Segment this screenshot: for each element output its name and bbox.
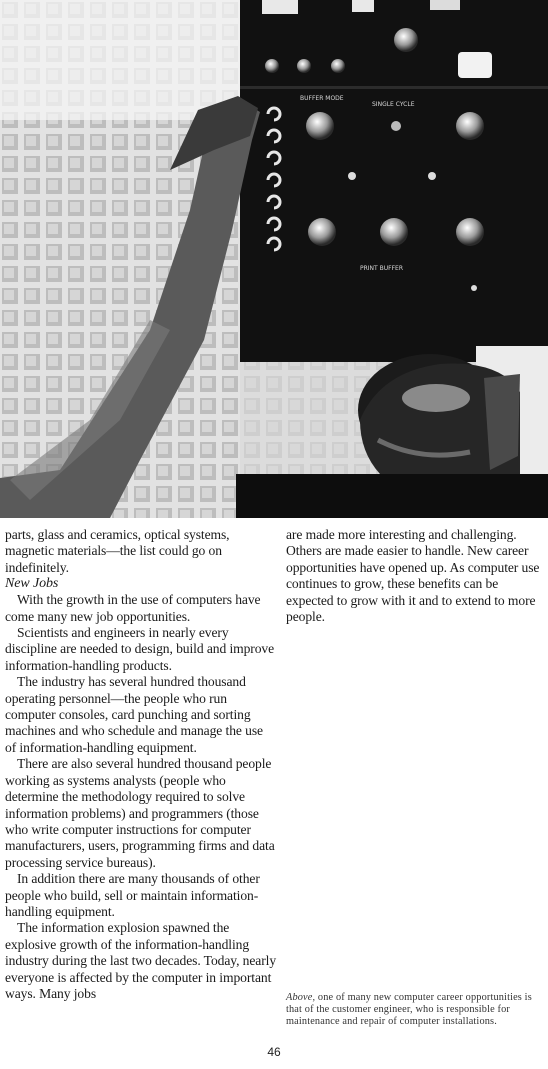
panel-label-buffer-mode: BUFFER MODE	[300, 95, 344, 102]
paragraph: The industry has several hundred thousand operating personnel—the people who run computer consoles, card punching and sorting machines and who schedule and manage the use of information-handling equipment.	[5, 674, 263, 755]
right-text-column	[286, 527, 548, 625]
page-number: 46	[267, 1045, 281, 1059]
paragraph: Scientists and engineers in nearly every discipline are needed to design, build and improve information-handling products.	[5, 625, 275, 673]
panel-label-single-cycle: SINGLE CYCLE	[372, 101, 415, 108]
paragraph: In addition there are many thousands of other people who build, sell or maintain information-handling equipment.	[5, 871, 260, 919]
panel-label-print-buffer: PRINT BUFFER	[360, 265, 403, 272]
paragraph: parts, glass and ceramics, optical systems, magnetic materials—the list could go on indefinitely.	[5, 527, 230, 575]
caption-text: one of many new computer career opportunities is that of the customer engineer, who is responsible for maintenance and repair of computer installations.	[286, 992, 532, 1028]
left-text-column	[5, 527, 277, 1002]
paragraph: With the growth in the use of computers have come many new job opportunities.	[5, 592, 261, 624]
paragraph: There are also several hundred thousand people working as systems analysts (people who determine the methodology required to solve information problems) and programmers (those who write computer instructions for computer manufacturers, users, programming firms and data processing service bureaus).	[5, 756, 275, 870]
photo-customer-engineer	[0, 0, 548, 518]
photo-caption	[286, 992, 542, 1029]
paragraph: are made more interesting and challenging. Others are made easier to handle. New career opportunities have opened up. As computer use continues to grow, these benefits can be expected to grow with it and to extend to more people.	[286, 527, 540, 625]
paragraph: The information explosion spawned the explosive growth of the information-handling industry during the last two decades. Today, nearly everyone is affected by the computer in important ways. Many jobs	[5, 920, 277, 1001]
caption-lead: Above,	[286, 992, 316, 1003]
section-heading-new-jobs: New Jobs	[5, 576, 59, 592]
photo-computer-console-icon	[0, 0, 548, 518]
